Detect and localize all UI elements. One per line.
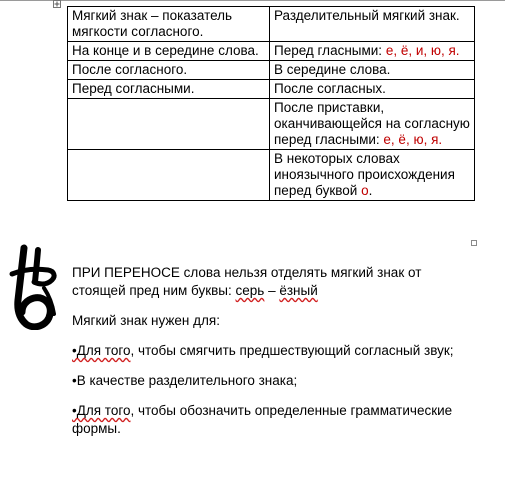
example-word-part1: серь	[235, 283, 265, 298]
header-col2: Разделительный мягкий знак.	[274, 8, 460, 23]
header-col1: Мягкий знак – показатель мягкости согласного.	[72, 8, 233, 39]
cell-text: После согласных.	[274, 81, 386, 96]
handwritten-soft-sign-logo	[4, 244, 66, 330]
example-dash: –	[264, 283, 280, 298]
need-paragraph: Мягкий знак нужен для:	[72, 313, 220, 328]
table-cell[interactable]	[270, 61, 475, 80]
bullet-text: , чтобы обозначить определенные грамматические формы.	[72, 403, 453, 436]
table-header-row	[68, 7, 475, 42]
bullet-item-separator: •В качестве разделительного знака;	[72, 373, 298, 388]
rules-text-block	[72, 264, 472, 438]
table-cell[interactable]	[270, 99, 475, 150]
bullet-item-soften	[72, 342, 472, 360]
example-word-part2: ёзный	[279, 283, 318, 298]
table-cell[interactable]	[68, 61, 270, 80]
bullet-text: , чтобы смягчить предшествующий согласный звук;	[130, 343, 454, 358]
table-cell[interactable]	[270, 7, 475, 42]
table-cell[interactable]	[68, 80, 270, 99]
transfer-rule-text: ПРИ ПЕРЕНОСЕ слова нельзя отделять мягкий знак от стоящей пред ним буквы:	[72, 265, 422, 298]
soft-sign-rules-table	[67, 6, 475, 201]
vowel-letters: е, ё, ю, я.	[383, 132, 443, 147]
bullet-text: •Для того	[72, 343, 131, 358]
table-row	[68, 80, 475, 99]
cell-text: После согласного.	[72, 62, 188, 77]
cell-text: Перед гласными:	[274, 43, 386, 58]
table-cell[interactable]	[68, 7, 270, 42]
table-cell[interactable]	[270, 150, 475, 201]
table-row	[68, 99, 475, 150]
table-cell[interactable]	[68, 150, 270, 201]
cell-text: На конце и в середине слова.	[72, 43, 259, 58]
table-row	[68, 42, 475, 61]
transfer-rule-paragraph	[72, 264, 472, 300]
table-row	[68, 61, 475, 80]
table-cell[interactable]	[68, 42, 270, 61]
bullet-text: •Для того	[72, 403, 131, 418]
vowel-letters: е, ё, и, ю, я.	[385, 43, 460, 58]
cell-text: В середине слова.	[274, 62, 391, 77]
table-cell[interactable]	[270, 80, 475, 99]
letter-o: о	[361, 183, 369, 198]
cell-text: .	[368, 183, 373, 198]
cell-text: В некоторых словах иноязычного происхождения перед буквой	[274, 151, 455, 198]
table-resize-handle-icon[interactable]	[471, 240, 477, 246]
bullet-item-grammar	[72, 402, 472, 438]
table-row	[68, 150, 475, 201]
table-cell[interactable]	[68, 99, 270, 150]
table-move-handle-icon[interactable]	[53, 0, 61, 8]
page-top-border	[0, 0, 505, 1]
table-cell[interactable]	[270, 42, 475, 61]
cell-text: После приставки, оканчивающейся на согласную перед гласными:	[274, 100, 470, 147]
cell-text: Перед согласными.	[72, 81, 195, 96]
